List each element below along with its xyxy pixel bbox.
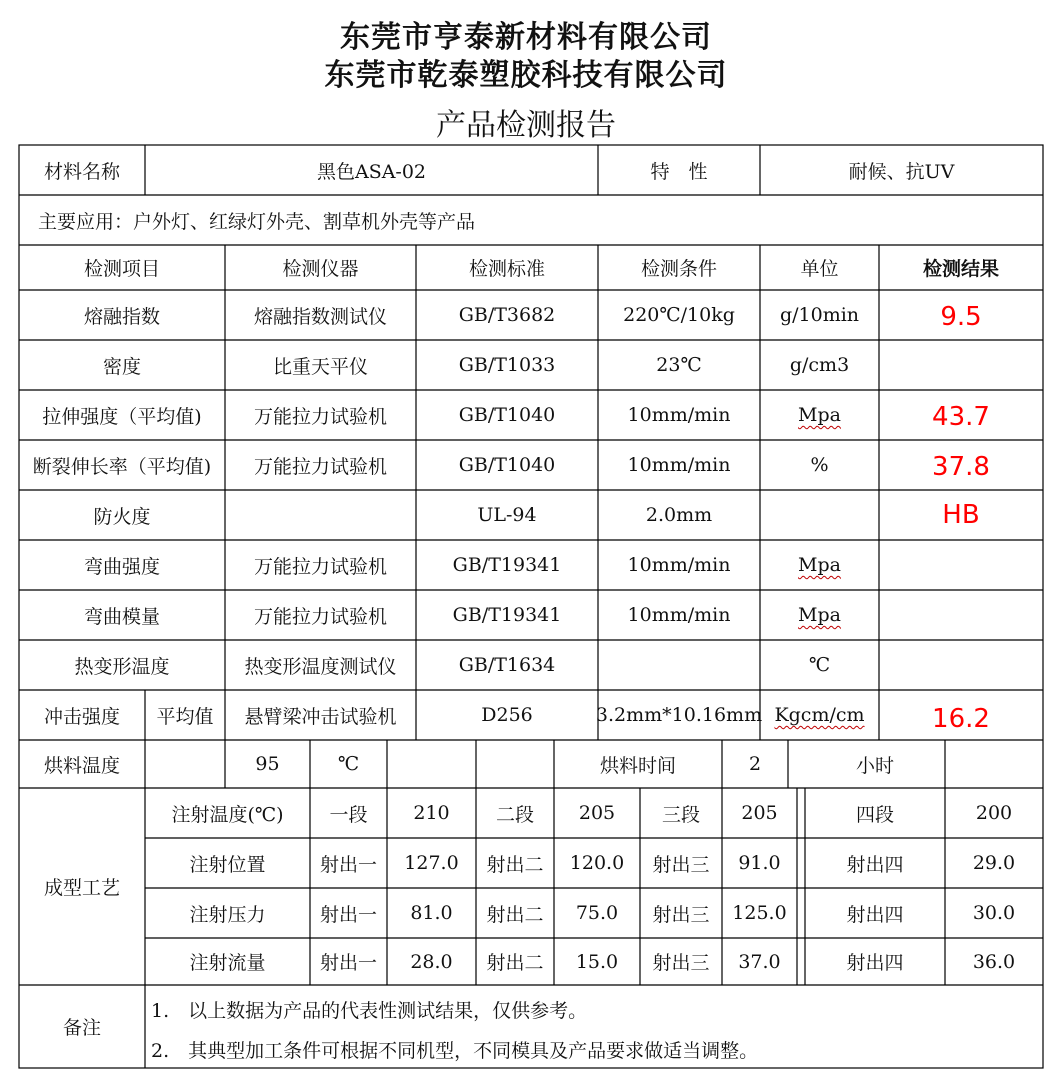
remarks-label: 备注 <box>62 1017 101 1039</box>
material-name-label: 材料名称 <box>43 160 120 183</box>
row-standard: UL-94 <box>477 504 537 526</box>
row-unit <box>760 390 879 440</box>
impact-sub: 平均值 <box>156 705 214 728</box>
row-standard: GB/T1634 <box>458 654 556 676</box>
row-result: HB <box>942 500 980 530</box>
row-result <box>879 640 1043 690</box>
row-standard: GB/T1033 <box>458 354 556 376</box>
unit-text: Kgcm/cm <box>774 704 865 726</box>
stage-name: 二段 <box>495 803 534 826</box>
shot-value: 30.0 <box>972 902 1016 924</box>
shot-name: 射出四 <box>846 903 904 926</box>
stage-value: 200 <box>975 802 1013 824</box>
shot-name: 射出一 <box>319 903 377 926</box>
shot-name: 射出四 <box>846 952 904 974</box>
shot-name: 射出三 <box>652 952 710 974</box>
company-name-2: 东莞市乾泰塑胶科技有限公司 <box>324 58 728 93</box>
shot-value: 15.0 <box>575 950 619 973</box>
impact-unit <box>760 690 879 740</box>
row-item: 密度 <box>102 355 141 378</box>
shot-name: 射出三 <box>652 903 710 926</box>
shot-value: 36.0 <box>972 950 1016 973</box>
application-text: 主要应用：户外灯、红绿灯外壳、割草机外壳等产品 <box>38 210 476 233</box>
row-condition: 2.0mm <box>645 504 713 526</box>
drying-temp-value: 95 <box>255 753 280 775</box>
drying-temp-unit: ℃ <box>337 753 360 775</box>
row-result: 43.7 <box>932 402 990 432</box>
impact-result: 16.2 <box>932 704 990 734</box>
molding-label: 成型工艺 <box>43 877 120 899</box>
shot-value: 120.0 <box>569 852 625 874</box>
row-condition: 23℃ <box>656 354 702 376</box>
row-result <box>879 342 1043 392</box>
report-title: 产品检测报告 <box>436 108 616 143</box>
stage-value: 205 <box>741 802 778 824</box>
remark-line: 1. 以上数据为产品的代表性测试结果，仅供参考。 <box>151 999 588 1022</box>
row-item: 断裂伸长率（平均值) <box>32 455 212 478</box>
row-item: 防火度 <box>93 505 151 528</box>
row-condition <box>598 640 760 690</box>
shot-name: 射出四 <box>846 853 904 876</box>
row-unit <box>760 590 879 640</box>
row-unit: ℃ <box>808 654 831 676</box>
stage-name: 四段 <box>855 803 894 826</box>
shot-value: 127.0 <box>404 852 459 874</box>
row-instrument: 熔融指数测试仪 <box>253 305 387 328</box>
material-name-value: 黑色ASA-02 <box>316 160 427 183</box>
row-item: 熔融指数 <box>83 305 160 328</box>
drying-temp-label: 烘料温度 <box>43 754 120 777</box>
row-result <box>879 540 1043 590</box>
shot-name: 射出一 <box>319 853 377 876</box>
row-condition: 10mm/min <box>627 404 731 426</box>
shot-value: 28.0 <box>410 950 453 973</box>
row-unit <box>760 490 879 540</box>
drying-time-unit: 小时 <box>855 754 894 777</box>
header-standard: 检测标准 <box>468 258 545 280</box>
row-standard: GB/T1040 <box>458 404 556 426</box>
row-instrument: 比重天平仪 <box>272 355 368 378</box>
row-unit: g/10min <box>779 304 860 326</box>
row-unit: % <box>810 454 829 476</box>
row-instrument: 万能拉力试验机 <box>253 405 387 428</box>
unit-text: Mpa <box>798 554 841 576</box>
row-result <box>879 590 1043 640</box>
impact-instrument: 悬臂梁冲击试验机 <box>244 705 397 728</box>
row-item: 热变形温度 <box>74 655 170 678</box>
row-result: 9.5 <box>940 302 982 332</box>
shot-name: 射出二 <box>486 952 544 974</box>
shot-value: 37.0 <box>738 950 781 973</box>
impact-standard: D256 <box>481 704 533 726</box>
impact-item: 冲击强度 <box>43 705 120 728</box>
shot-name: 射出二 <box>486 903 544 926</box>
feature-value: 耐候、抗UV <box>848 160 955 183</box>
row-instrument: 热变形温度测试仪 <box>244 655 397 678</box>
injection-temp-label: 注射温度(℃) <box>171 803 284 826</box>
shot-value: 29.0 <box>972 852 1016 874</box>
header-result: 检测结果 <box>922 258 999 280</box>
row-instrument <box>225 490 416 540</box>
injection-flow-label: 注射流量 <box>189 952 266 974</box>
unit-text: Mpa <box>798 404 841 426</box>
row-standard: GB/T19341 <box>452 554 562 576</box>
row-item: 拉伸强度（平均值) <box>42 405 202 428</box>
row-standard: GB/T1040 <box>458 454 556 476</box>
injection-position-label: 注射位置 <box>189 853 266 876</box>
row-instrument: 万能拉力试验机 <box>253 555 387 578</box>
remark-line: 2. 其典型加工条件可根据不同机型，不同模具及产品要求做适当调整。 <box>151 1039 759 1062</box>
stage-value: 210 <box>413 802 450 824</box>
shot-value: 91.0 <box>738 852 781 874</box>
shot-name: 射出二 <box>486 853 544 876</box>
shot-value: 81.0 <box>410 902 453 924</box>
stage-name: 三段 <box>661 803 700 826</box>
header-condition: 检测条件 <box>640 258 717 280</box>
row-condition: 10mm/min <box>627 454 731 476</box>
injection-pressure-label: 注射压力 <box>189 903 266 926</box>
stage-name: 一段 <box>329 803 368 826</box>
row-unit <box>760 540 879 590</box>
drying-time-value: 2 <box>748 753 762 775</box>
shot-name: 射出一 <box>319 952 377 974</box>
header-instrument: 检测仪器 <box>282 258 359 280</box>
impact-condition: 3.2mm*10.16mm <box>595 704 763 726</box>
row-condition: 220℃/10kg <box>623 304 735 326</box>
shot-value: 125.0 <box>732 902 787 924</box>
drying-time-label: 烘料时间 <box>599 754 676 777</box>
row-item: 弯曲模量 <box>83 605 160 628</box>
shot-name: 射出三 <box>652 853 710 876</box>
row-instrument: 万能拉力试验机 <box>253 605 387 628</box>
company-name-1: 东莞市亨泰新材料有限公司 <box>340 20 712 55</box>
row-standard: GB/T3682 <box>458 304 556 326</box>
feature-label: 特 性 <box>650 160 708 183</box>
row-standard: GB/T19341 <box>452 604 562 626</box>
row-instrument: 万能拉力试验机 <box>253 455 387 478</box>
header-item: 检测项目 <box>83 258 160 280</box>
stage-value: 205 <box>578 802 616 824</box>
row-condition: 10mm/min <box>627 554 731 576</box>
row-item: 弯曲强度 <box>83 555 160 578</box>
row-unit: g/cm3 <box>789 354 850 376</box>
unit-text: Mpa <box>798 604 841 626</box>
row-condition: 10mm/min <box>627 604 731 626</box>
row-result: 37.8 <box>932 452 990 482</box>
header-unit: 单位 <box>800 258 839 280</box>
shot-value: 75.0 <box>575 902 619 924</box>
